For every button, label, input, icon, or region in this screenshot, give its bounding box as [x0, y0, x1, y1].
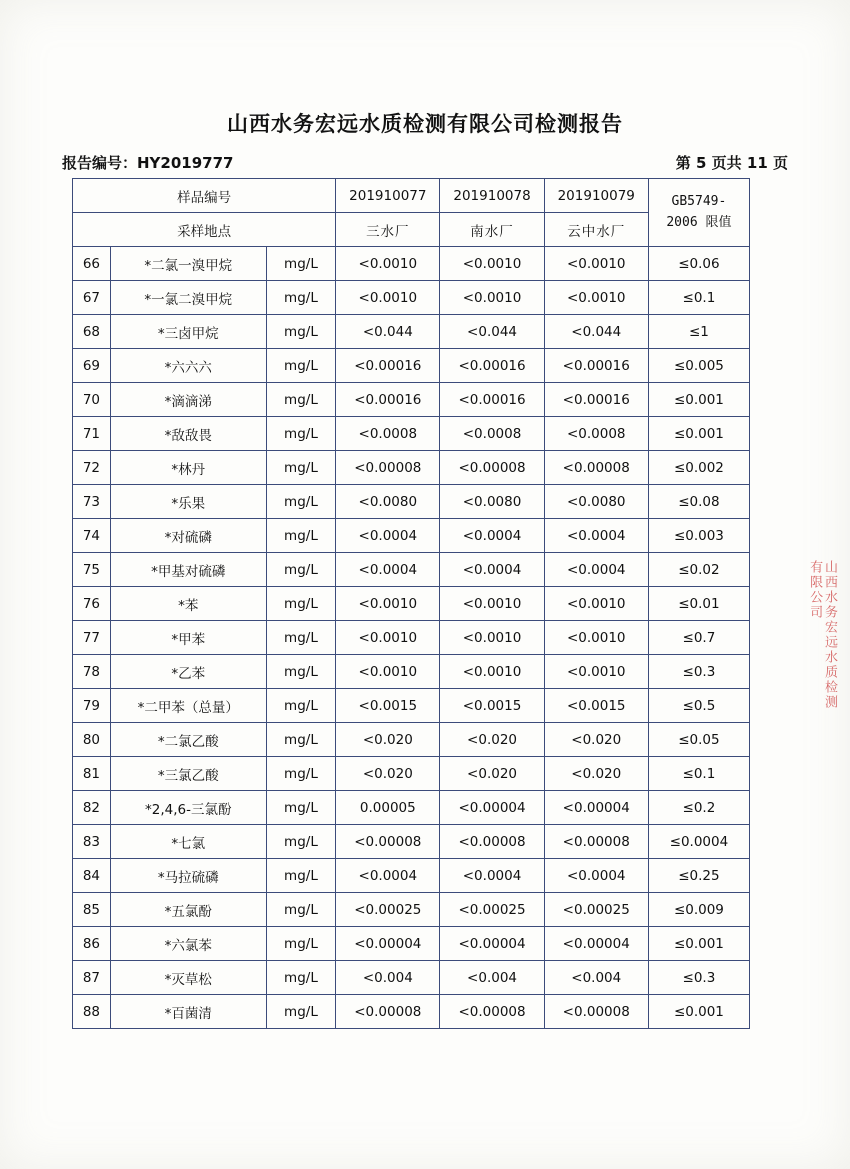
parameter-unit: mg/L	[266, 655, 336, 689]
parameter-name: *滴滴涕	[110, 383, 266, 417]
parameter-unit: mg/L	[266, 825, 336, 859]
value-sample-3: <0.004	[544, 961, 648, 995]
value-sample-3: <0.0004	[544, 553, 648, 587]
parameter-name: *乐果	[110, 485, 266, 519]
value-sample-3: <0.020	[544, 723, 648, 757]
standard-limit: ≤0.2	[648, 791, 749, 825]
row-index: 81	[73, 757, 111, 791]
standard-limit: ≤0.003	[648, 519, 749, 553]
value-sample-3: <0.00025	[544, 893, 648, 927]
parameter-unit: mg/L	[266, 315, 336, 349]
standard-limit: ≤0.08	[648, 485, 749, 519]
value-sample-1: <0.0010	[336, 587, 440, 621]
value-sample-3: <0.0080	[544, 485, 648, 519]
parameter-unit: mg/L	[266, 995, 336, 1029]
value-sample-3: <0.00004	[544, 927, 648, 961]
value-sample-2: <0.0010	[440, 281, 544, 315]
value-sample-2: <0.00004	[440, 791, 544, 825]
row-index: 75	[73, 553, 111, 587]
row-index: 77	[73, 621, 111, 655]
value-sample-1: <0.0015	[336, 689, 440, 723]
table-row	[73, 791, 750, 825]
table-row	[73, 961, 750, 995]
parameter-unit: mg/L	[266, 927, 336, 961]
value-sample-2: <0.004	[440, 961, 544, 995]
parameter-unit: mg/L	[266, 281, 336, 315]
row-index: 85	[73, 893, 111, 927]
row-index: 83	[73, 825, 111, 859]
header-sample-no-3: 201910079	[544, 179, 648, 213]
standard-line-1: GB5749-	[671, 194, 727, 210]
table-row	[73, 893, 750, 927]
value-sample-2: <0.0010	[440, 247, 544, 281]
parameter-unit: mg/L	[266, 485, 336, 519]
parameter-unit: mg/L	[266, 689, 336, 723]
value-sample-1: <0.00004	[336, 927, 440, 961]
table-row	[73, 587, 750, 621]
parameter-unit: mg/L	[266, 383, 336, 417]
value-sample-2: <0.0010	[440, 587, 544, 621]
standard-limit: ≤0.01	[648, 587, 749, 621]
row-index: 67	[73, 281, 111, 315]
value-sample-1: <0.0010	[336, 621, 440, 655]
parameter-name: *林丹	[110, 451, 266, 485]
parameter-unit: mg/L	[266, 553, 336, 587]
value-sample-1: <0.0004	[336, 553, 440, 587]
parameter-name: *七氯	[110, 825, 266, 859]
value-sample-1: <0.0080	[336, 485, 440, 519]
standard-limit: ≤0.06	[648, 247, 749, 281]
standard-limit: ≤0.001	[648, 383, 749, 417]
value-sample-1: <0.020	[336, 723, 440, 757]
parameter-name: *二甲苯（总量）	[110, 689, 266, 723]
row-index: 72	[73, 451, 111, 485]
value-sample-3: <0.0004	[544, 519, 648, 553]
value-sample-1: <0.0010	[336, 281, 440, 315]
standard-limit: ≤0.001	[648, 995, 749, 1029]
value-sample-3: <0.0010	[544, 655, 648, 689]
row-index: 84	[73, 859, 111, 893]
table-row	[73, 519, 750, 553]
value-sample-1: <0.0004	[336, 519, 440, 553]
parameter-unit: mg/L	[266, 961, 336, 995]
standard-limit: ≤0.001	[648, 927, 749, 961]
value-sample-2: <0.00008	[440, 995, 544, 1029]
table-row	[73, 689, 750, 723]
parameter-name: *灭草松	[110, 961, 266, 995]
row-index: 68	[73, 315, 111, 349]
table-row	[73, 247, 750, 281]
value-sample-2: <0.00016	[440, 383, 544, 417]
value-sample-3: <0.0010	[544, 281, 648, 315]
value-sample-2: <0.020	[440, 757, 544, 791]
value-sample-2: <0.0004	[440, 859, 544, 893]
value-sample-2: <0.0010	[440, 655, 544, 689]
standard-limit: ≤0.0004	[648, 825, 749, 859]
value-sample-1: <0.0008	[336, 417, 440, 451]
parameter-unit: mg/L	[266, 893, 336, 927]
value-sample-2: <0.0004	[440, 553, 544, 587]
parameter-name: *甲苯	[110, 621, 266, 655]
value-sample-1: <0.00008	[336, 825, 440, 859]
standard-limit: ≤0.002	[648, 451, 749, 485]
table-row	[73, 383, 750, 417]
parameter-name: *二氯一溴甲烷	[110, 247, 266, 281]
value-sample-2: <0.020	[440, 723, 544, 757]
row-index: 66	[73, 247, 111, 281]
value-sample-1: <0.00008	[336, 451, 440, 485]
parameter-unit: mg/L	[266, 757, 336, 791]
value-sample-2: <0.0010	[440, 621, 544, 655]
parameter-unit: mg/L	[266, 791, 336, 825]
value-sample-1: <0.00016	[336, 383, 440, 417]
value-sample-1: <0.044	[336, 315, 440, 349]
table-row	[73, 995, 750, 1029]
parameter-name: *对硫磷	[110, 519, 266, 553]
row-index: 74	[73, 519, 111, 553]
parameter-unit: mg/L	[266, 621, 336, 655]
value-sample-2: <0.00025	[440, 893, 544, 927]
parameter-name: *三卤甲烷	[110, 315, 266, 349]
row-index: 69	[73, 349, 111, 383]
standard-limit: ≤0.1	[648, 757, 749, 791]
standard-limit: ≤0.02	[648, 553, 749, 587]
parameter-name: *甲基对硫磷	[110, 553, 266, 587]
parameter-unit: mg/L	[266, 349, 336, 383]
row-index: 88	[73, 995, 111, 1029]
header-sample-no-2: 201910078	[440, 179, 544, 213]
parameter-name: *乙苯	[110, 655, 266, 689]
standard-limit: ≤0.001	[648, 417, 749, 451]
parameter-name: *五氯酚	[110, 893, 266, 927]
row-index: 73	[73, 485, 111, 519]
parameter-name: *二氯乙酸	[110, 723, 266, 757]
value-sample-1: <0.00025	[336, 893, 440, 927]
table-row	[73, 621, 750, 655]
standard-limit: ≤0.7	[648, 621, 749, 655]
standard-limit: ≤1	[648, 315, 749, 349]
parameter-name: *三氯乙酸	[110, 757, 266, 791]
table-header-row-sample	[73, 179, 750, 213]
row-index: 80	[73, 723, 111, 757]
value-sample-3: <0.020	[544, 757, 648, 791]
standard-limit: ≤0.009	[648, 893, 749, 927]
header-site-1: 三水厂	[336, 213, 440, 247]
standard-limit: ≤0.25	[648, 859, 749, 893]
value-sample-2: <0.0004	[440, 519, 544, 553]
row-index: 70	[73, 383, 111, 417]
value-sample-3: <0.0010	[544, 621, 648, 655]
table-row	[73, 281, 750, 315]
header-sample-no-label: 样品编号	[73, 179, 336, 213]
parameter-name: *六氯苯	[110, 927, 266, 961]
value-sample-3: <0.0008	[544, 417, 648, 451]
parameter-unit: mg/L	[266, 859, 336, 893]
header-standard-limit	[648, 179, 749, 247]
parameter-name: *苯	[110, 587, 266, 621]
value-sample-1: <0.0004	[336, 859, 440, 893]
value-sample-2: <0.00008	[440, 451, 544, 485]
value-sample-3: <0.00004	[544, 791, 648, 825]
value-sample-2: <0.0080	[440, 485, 544, 519]
header-site-label: 采样地点	[73, 213, 336, 247]
value-sample-1: <0.004	[336, 961, 440, 995]
value-sample-3: <0.0004	[544, 859, 648, 893]
standard-line-2: 2006 限值	[666, 214, 732, 230]
table-row	[73, 349, 750, 383]
standard-limit: ≤0.3	[648, 961, 749, 995]
standard-limit: ≤0.1	[648, 281, 749, 315]
value-sample-1: <0.00016	[336, 349, 440, 383]
row-index: 86	[73, 927, 111, 961]
value-sample-1: <0.0010	[336, 247, 440, 281]
parameter-unit: mg/L	[266, 247, 336, 281]
header-site-3: 云中水厂	[544, 213, 648, 247]
parameter-name: *百菌清	[110, 995, 266, 1029]
value-sample-3: <0.00016	[544, 383, 648, 417]
table-row	[73, 553, 750, 587]
table-header-row-site	[73, 213, 750, 247]
results-table	[72, 178, 750, 1029]
standard-limit: ≤0.005	[648, 349, 749, 383]
table-row	[73, 757, 750, 791]
standard-limit: ≤0.3	[648, 655, 749, 689]
row-index: 71	[73, 417, 111, 451]
parameter-unit: mg/L	[266, 723, 336, 757]
table-row	[73, 859, 750, 893]
value-sample-1: <0.020	[336, 757, 440, 791]
value-sample-3: <0.0010	[544, 247, 648, 281]
table-row	[73, 655, 750, 689]
report-number: 报告编号：HY2019777	[62, 154, 234, 172]
value-sample-2: <0.0008	[440, 417, 544, 451]
value-sample-3: <0.00016	[544, 349, 648, 383]
header-sample-no-1: 201910077	[336, 179, 440, 213]
value-sample-2: <0.044	[440, 315, 544, 349]
standard-limit: ≤0.05	[648, 723, 749, 757]
row-index: 76	[73, 587, 111, 621]
header-site-2: 南水厂	[440, 213, 544, 247]
value-sample-1: 0.00005	[336, 791, 440, 825]
parameter-name: *2,4,6-三氯酚	[110, 791, 266, 825]
table-row	[73, 927, 750, 961]
value-sample-2: <0.00008	[440, 825, 544, 859]
table-row	[73, 417, 750, 451]
parameter-unit: mg/L	[266, 451, 336, 485]
table-row	[73, 451, 750, 485]
parameter-unit: mg/L	[266, 519, 336, 553]
value-sample-2: <0.00004	[440, 927, 544, 961]
table-row	[73, 723, 750, 757]
parameter-name: *马拉硫磷	[110, 859, 266, 893]
page-number: 第 5 页共 11 页	[675, 154, 788, 172]
value-sample-2: <0.0015	[440, 689, 544, 723]
value-sample-3: <0.00008	[544, 825, 648, 859]
company-stamp: 山西水务宏远水质检测有限公司	[807, 560, 837, 710]
value-sample-3: <0.00008	[544, 451, 648, 485]
row-index: 82	[73, 791, 111, 825]
row-index: 79	[73, 689, 111, 723]
row-index: 78	[73, 655, 111, 689]
row-index: 87	[73, 961, 111, 995]
table-row	[73, 825, 750, 859]
value-sample-3: <0.0015	[544, 689, 648, 723]
value-sample-2: <0.00016	[440, 349, 544, 383]
page-title: 山西水务宏远水质检测有限公司检测报告	[227, 112, 623, 136]
parameter-name: *六六六	[110, 349, 266, 383]
table-row	[73, 315, 750, 349]
parameter-name: *一氯二溴甲烷	[110, 281, 266, 315]
standard-limit: ≤0.5	[648, 689, 749, 723]
value-sample-1: <0.00008	[336, 995, 440, 1029]
parameter-name: *敌敌畏	[110, 417, 266, 451]
value-sample-3: <0.0010	[544, 587, 648, 621]
parameter-unit: mg/L	[266, 417, 336, 451]
value-sample-1: <0.0010	[336, 655, 440, 689]
parameter-unit: mg/L	[266, 587, 336, 621]
value-sample-3: <0.00008	[544, 995, 648, 1029]
table-row	[73, 485, 750, 519]
value-sample-3: <0.044	[544, 315, 648, 349]
